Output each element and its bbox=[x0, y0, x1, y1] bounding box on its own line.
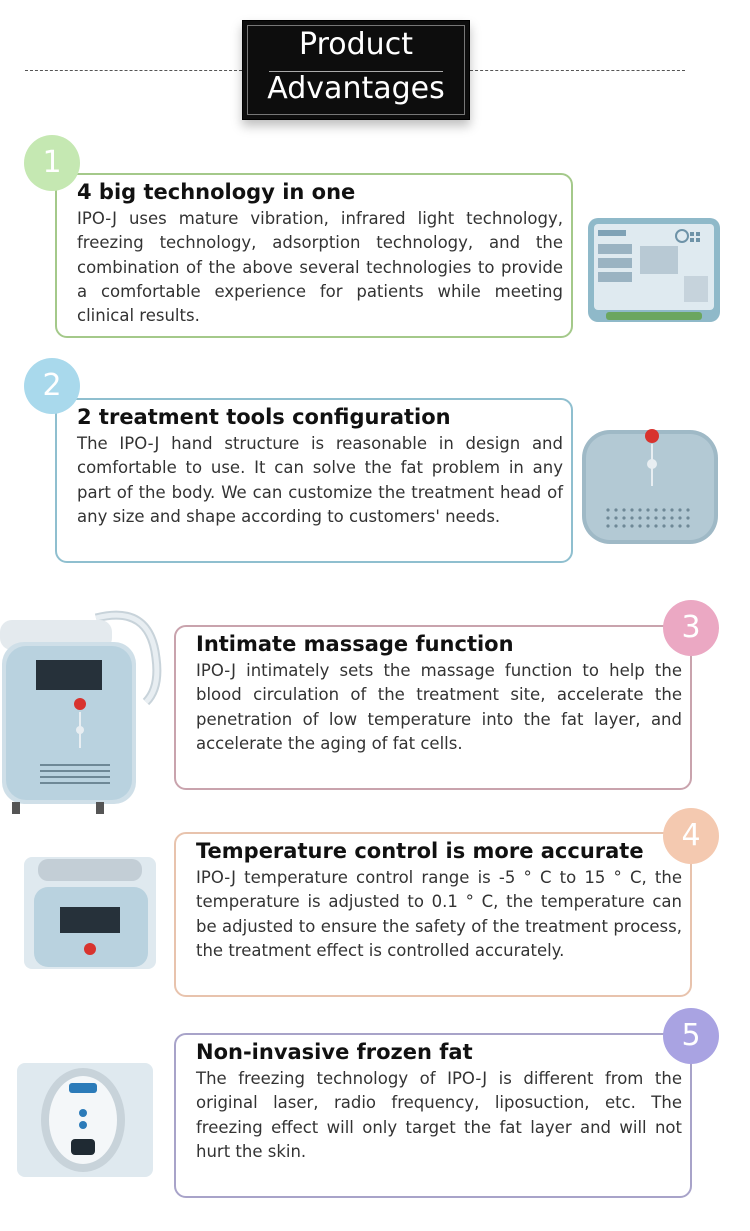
treatment-handle-image bbox=[578, 422, 722, 548]
advantage-text-3: IPO-J intimately sets the massage function to help the blood circulation of the treatment site, accelerate the penetration of low temperature into the fat layer, and accelerate the aging of fat cells. bbox=[196, 661, 682, 753]
number-badge-1: 1 bbox=[24, 135, 80, 191]
section-title-box bbox=[242, 20, 470, 120]
title-line-2: Advantages bbox=[267, 71, 445, 106]
advantage-title-2: 2 treatment tools configuration bbox=[77, 405, 451, 429]
handpiece-image bbox=[17, 1063, 153, 1177]
control-screen-image bbox=[586, 212, 722, 328]
advantage-text-1: IPO-J uses mature vibration, infrared light technology, freezing technology, adsorption technology, and the combination of the above several technologies to provide a comfortable experience for patients while meeting clinical results. bbox=[77, 209, 563, 326]
header-dash-left bbox=[25, 70, 242, 71]
number-badge-3: 3 bbox=[663, 600, 719, 656]
header-dash-right bbox=[470, 70, 685, 71]
advantage-card-2 bbox=[55, 398, 573, 563]
number-badge-4: 4 bbox=[663, 808, 719, 864]
advantage-card-4 bbox=[174, 832, 692, 997]
advantage-text-5: The freezing technology of IPO-J is different from the original laser, radio frequency, liposuction, etc. The freezing effect will only target the fat layer and will not hurt the skin. bbox=[196, 1069, 682, 1161]
advantage-title-1: 4 big technology in one bbox=[77, 180, 356, 204]
advantage-title-3: Intimate massage function bbox=[196, 632, 514, 656]
machine-closeup-image bbox=[24, 857, 156, 969]
advantage-card-5 bbox=[174, 1033, 692, 1198]
advantage-card-3 bbox=[174, 625, 692, 790]
advantage-title-5: Non-invasive frozen fat bbox=[196, 1040, 473, 1064]
advantage-text-4: IPO-J temperature control range is -5 ° C to 15 ° C, the temperature is adjusted to 0.1 ° C, the temperature can be adjusted to ensure the safety of the treatment process, the treatment effect is controlled accurately. bbox=[196, 868, 682, 960]
title-line-1: Product bbox=[299, 27, 413, 62]
advantage-card-1 bbox=[55, 173, 573, 338]
advantage-title-4: Temperature control is more accurate bbox=[196, 839, 644, 863]
number-badge-5: 5 bbox=[663, 1008, 719, 1064]
advantage-text-2: The IPO-J hand structure is reasonable in design and comfortable to use. It can solve the fat problem in any part of the body. We can customize the treatment head of any size and shape according to customers' needs. bbox=[77, 434, 563, 526]
machine-front-image bbox=[0, 598, 164, 820]
number-badge-2: 2 bbox=[24, 358, 80, 414]
